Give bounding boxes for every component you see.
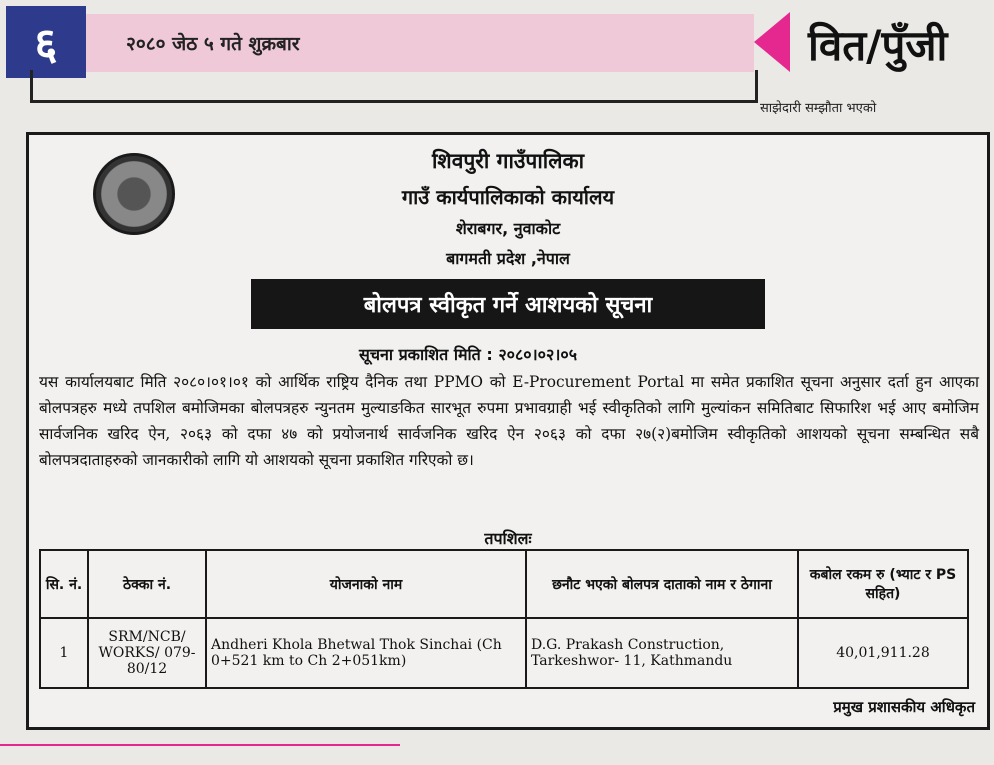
cell-contract-no: SRM/NCB/ WORKS/ 079-80/12 bbox=[88, 618, 206, 688]
header-project: योजनाको नाम bbox=[206, 550, 526, 618]
bottom-divider bbox=[0, 744, 400, 746]
office-address: शेराबगर, नुवाकोट bbox=[455, 219, 561, 238]
cell-project: Andheri Khola Bhetwal Thok Sinchai (Ch 0+521 km to Ch 2+051km) bbox=[206, 618, 526, 688]
tender-table bbox=[39, 549, 969, 689]
header-contract-no: ठेक्का नं. bbox=[88, 550, 206, 618]
signatory: प्रमुख प्रशासकीय अधिकृत bbox=[833, 698, 975, 716]
section-title: वित/पुँजी bbox=[808, 20, 948, 70]
table-header-row bbox=[40, 550, 968, 618]
previous-article-box bbox=[30, 70, 758, 103]
cell-amount: 40,01,911.28 bbox=[798, 618, 968, 688]
header-amount: कबोल रकम रु (भ्याट र PS सहित) bbox=[798, 550, 968, 618]
header-sn: सि. नं. bbox=[40, 550, 88, 618]
issue-date: २०८० जेठ ५ गते शुक्रबार bbox=[126, 33, 300, 55]
cell-sn: 1 bbox=[40, 618, 88, 688]
header-bidder: छनौट भएको बोलपत्र दाताको नाम र ठेगाना bbox=[526, 550, 798, 618]
previous-article-fragment: साझेदारी सम्झौता भएको bbox=[760, 101, 877, 116]
office-name: शिवपुरी गाउँपालिका bbox=[431, 149, 585, 173]
details-heading: तपशिलः bbox=[484, 529, 532, 548]
table-row bbox=[40, 618, 968, 688]
page-number-badge: ६ bbox=[6, 6, 86, 78]
arrow-left-icon bbox=[754, 12, 790, 72]
notice-body: यस कार्यालयबाट मिति २०८०।०१।०१ को आर्थिक राष्ट्रिय दैनिक तथा PPMO को E-Procurement Portal मा समेत प्रकाशित सूचना अनुसार दर्ता हुन आएका बोलपत्रहरु मध्ये तपशिल बमोजिमका बोलपत्रहरु न्युनतम मुल्याङकित सारभूत रुपमा प्रभावग्राही भई स्वीकृतिको लागि मुल्यांकन समितिबाट सिफारिश भई आए बमोजिम सार्वजनिक खरिद ऐन, २०६३ को दफा ४७ को प्रयोजनार्थ सार्वजनिक खरिद ऐन २०६३ को दफा २७(२)बमोजिम स्वीकृतिको आशयको सूचना सम्बन्धित सबै बोलपत्रदाताहरुको जानकारीको लागि यो आशयको सूचना प्रकाशित गरिएको छ। bbox=[39, 373, 979, 469]
office-subtitle: गाउँ कार्यपालिकाको कार्यालय bbox=[401, 185, 615, 209]
publish-date: सूचना प्रकाशित मिति : २०८०।०२।०५ bbox=[359, 345, 578, 364]
date-band bbox=[86, 14, 754, 72]
notice-title: बोलपत्र स्वीकृत गर्ने आशयको सूचना bbox=[251, 279, 765, 329]
tender-notice bbox=[26, 132, 990, 730]
office-province: बागमती प्रदेश ,नेपाल bbox=[446, 249, 570, 268]
cell-bidder: D.G. Prakash Construction, Tarkeshwor- 11, Kathmandu bbox=[526, 618, 798, 688]
